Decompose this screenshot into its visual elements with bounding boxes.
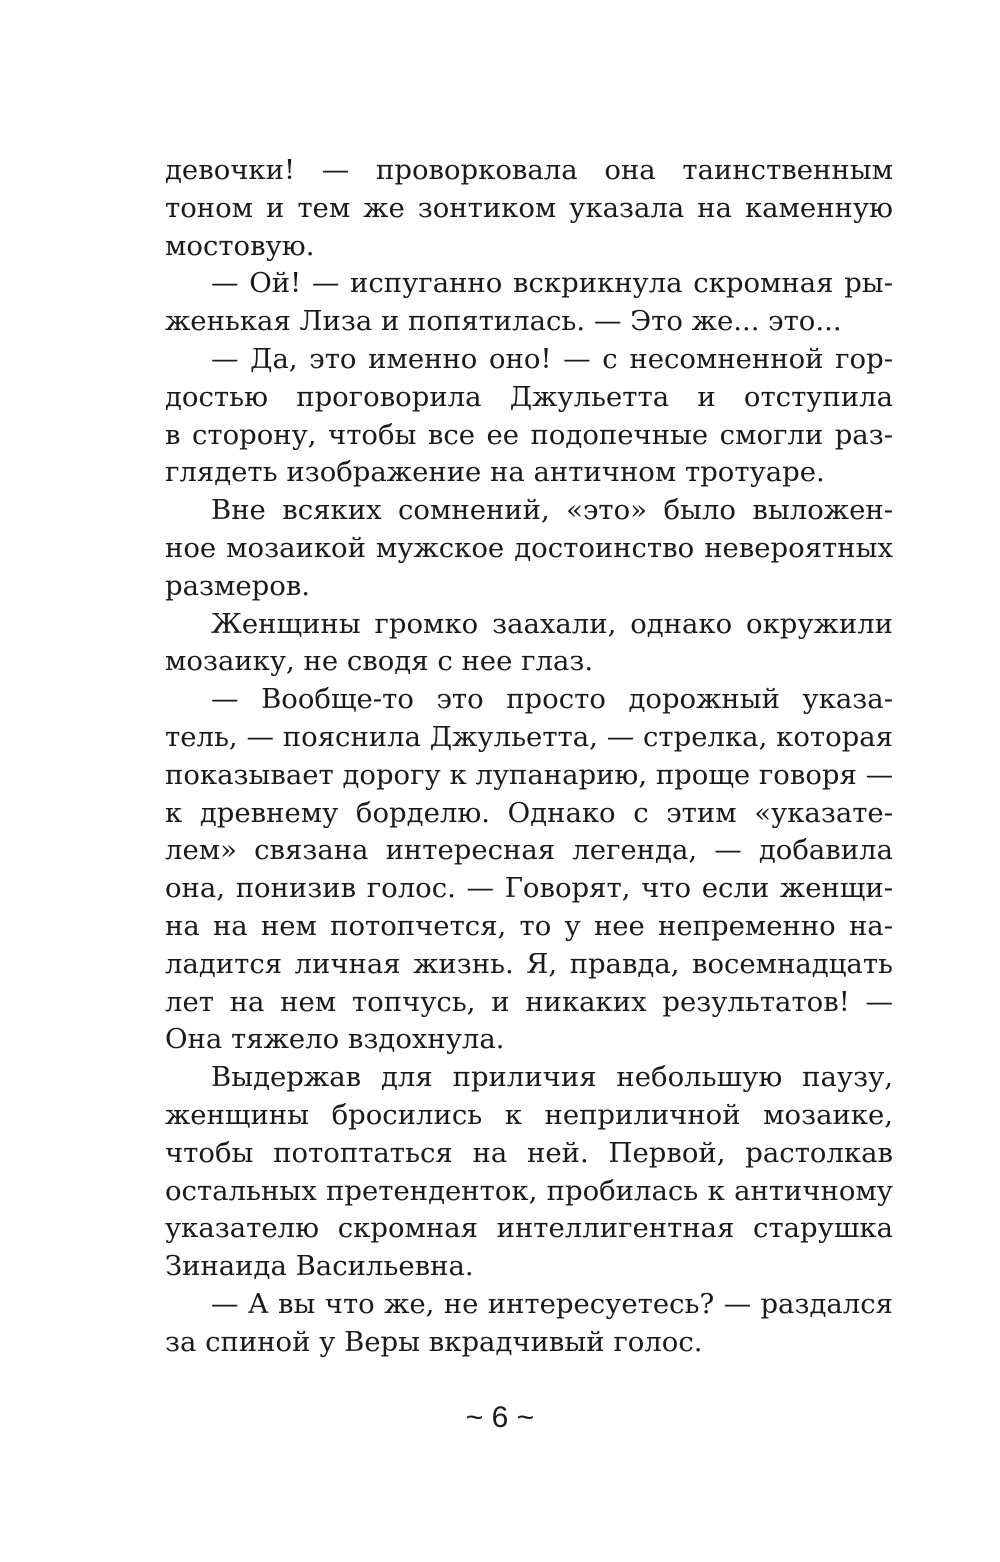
text-line: в сторону, чтобы все ее подопечные смогли раз- xyxy=(165,418,893,451)
text-line: женщины бросились к неприличной мозаике, xyxy=(165,1098,893,1131)
text-line: — Да, это именно оно! — с несомненной гор- xyxy=(211,342,893,375)
text-line: тоном и тем же зонтиком указала на каменную xyxy=(165,191,893,224)
page-number: ~ 6 ~ xyxy=(465,1401,535,1434)
text-line: остальных претенденток, пробилась к античному xyxy=(165,1174,893,1207)
text-line: лем» связана интересная легенда, — добавила xyxy=(165,834,893,867)
text-line: мозаику, не сводя с нее глаз. xyxy=(165,645,594,678)
text-line: глядеть изображение на античном тротуаре. xyxy=(165,456,825,489)
text-line: Зинаида Васильевна. xyxy=(165,1250,474,1283)
text-line: женькая Лиза и попятилась. — Это же... это... xyxy=(165,305,842,338)
text-line: ное мозаикой мужское достоинство невероятных xyxy=(165,531,893,564)
text-line: размеров. xyxy=(165,569,311,602)
text-line: Женщины громко заахали, однако окружили xyxy=(211,607,893,640)
text-line: показывает дорогу к лупанарию, проще говоря — xyxy=(165,758,894,791)
text-line: за спиной у Веры вкрадчивый голос. xyxy=(165,1325,703,1358)
text-line: мостовую. xyxy=(165,229,315,262)
text-line: Вне всяких сомнений, «это» было выложен- xyxy=(211,494,893,527)
text-line: — Ой! — испуганно вскрикнула скромная ры- xyxy=(211,267,893,300)
text-line: Выдержав для приличия небольшую паузу, xyxy=(211,1061,893,1094)
text-line: — Вообще-то это просто дорожный указа- xyxy=(211,683,893,716)
text-line: — А вы что же, не интересуетесь? — раздался xyxy=(211,1287,893,1320)
text-line: чтобы потоптаться на ней. Первой, растолкав xyxy=(165,1136,893,1169)
text-line: на на нем потопчется, то у нее непременно на- xyxy=(165,909,893,942)
body-text xyxy=(165,152,893,1362)
text-line: тель, — пояснила Джульетта, — стрелка, которая xyxy=(165,720,893,753)
text-line: девочки! — проворковала она таинственным xyxy=(165,154,893,186)
text-line: Она тяжело вздохнула. xyxy=(165,1023,505,1056)
text-line: указателю скромная интеллигентная старушка xyxy=(165,1212,893,1245)
text-line: лет на нем топчусь, и никаких результатов! — xyxy=(165,985,893,1018)
text-line: достью проговорила Джульетта и отступила xyxy=(165,380,893,413)
text-line: ладится личная жизнь. Я, правда, восемнадцать xyxy=(165,947,893,980)
text-line: к древнему борделю. Однако с этим «указате- xyxy=(165,796,893,829)
text-line: она, понизив голос. — Говорят, что если женщи- xyxy=(165,872,893,905)
